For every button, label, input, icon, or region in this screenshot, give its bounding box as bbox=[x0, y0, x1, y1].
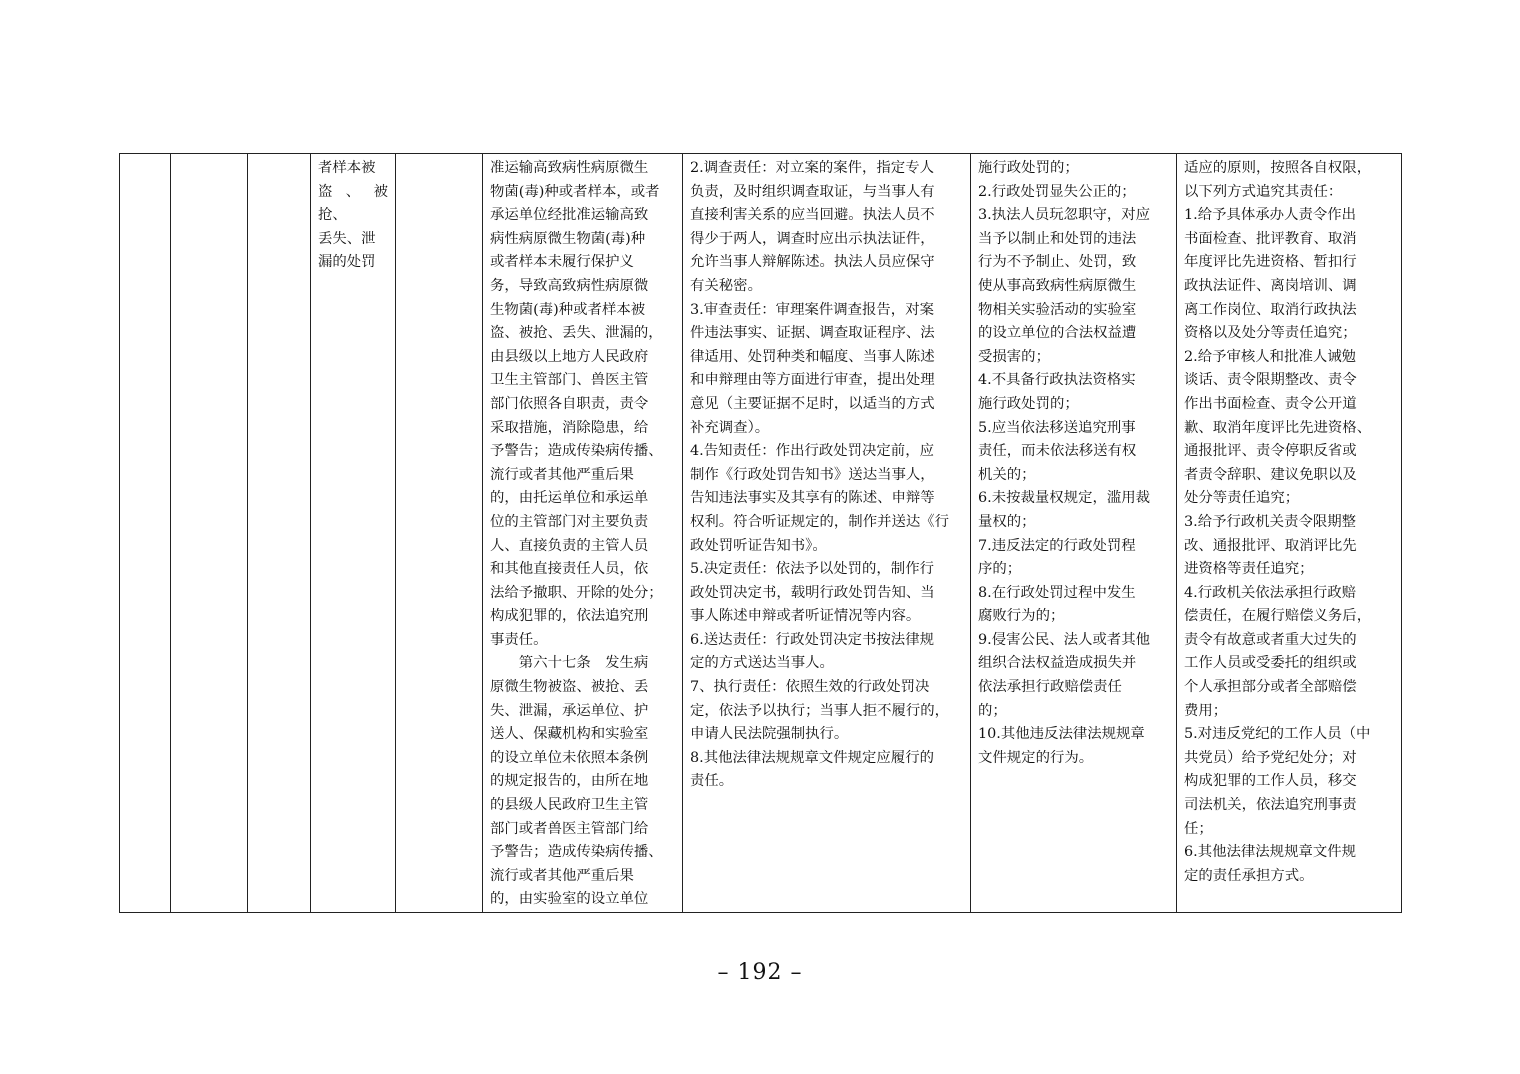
text-line: 予警告；造成传染病传播、 bbox=[490, 844, 663, 861]
text-line: 4.告知责任：作出行政处罚决定前，应 bbox=[690, 443, 934, 460]
text-line: 8.在行政处罚过程中发生 bbox=[978, 584, 1136, 601]
text-line: 病性病原微生物菌(毒)种 bbox=[490, 230, 646, 247]
table-row bbox=[120, 154, 1402, 913]
text-line: 和申辩理由等方面进行审查，提出处理 bbox=[690, 372, 935, 389]
cell-col1 bbox=[120, 154, 171, 913]
text-line: 当予以制止和处罚的违法 bbox=[978, 230, 1137, 247]
text-line: 政处罚决定书，载明行政处罚告知、当 bbox=[690, 584, 935, 601]
legal-basis-article bbox=[490, 652, 675, 676]
text-line: 政执法证件、离岗培训、调 bbox=[1184, 277, 1357, 294]
legal-basis-text bbox=[490, 157, 675, 652]
text-line: 组织合法权益造成损失并 bbox=[978, 655, 1137, 672]
text-line: 的县级人民政府卫生主管 bbox=[490, 797, 649, 814]
text-line: 适应的原则，按照各自权限， bbox=[1184, 160, 1372, 176]
text-line: 直接利害关系的应当回避。执法人员不 bbox=[690, 207, 935, 224]
text-line: 定的方式送达当事人。 bbox=[690, 655, 834, 672]
text-line: 予警告；造成传染病传播、 bbox=[490, 443, 663, 460]
text-line: 3.执法人员玩忽职守，对应 bbox=[978, 207, 1151, 224]
accountability-methods-text bbox=[1184, 157, 1394, 888]
text-line: 歉、取消年度评比先进资格、 bbox=[1184, 419, 1372, 436]
text-line: 漏的处罚 bbox=[318, 254, 376, 271]
text-line: 准运输高致病性病原微生 bbox=[490, 160, 649, 176]
text-line: 机关的； bbox=[978, 466, 1036, 483]
text-line: 序的； bbox=[978, 561, 1022, 578]
text-line: 事责任。 bbox=[490, 631, 548, 648]
text-line: 制作《行政处罚告知书》送达当事人， bbox=[690, 466, 935, 483]
text-line: 补充调查）。 bbox=[690, 419, 770, 436]
text-line: 施行政处罚的； bbox=[978, 395, 1079, 412]
text-line: 离工作岗位、取消行政执法 bbox=[1184, 301, 1357, 318]
text-line: 律适用、处罚种类和幅度、当事人陈述 bbox=[690, 348, 935, 365]
text-line: 年度评比先进资格、暂扣行 bbox=[1184, 254, 1357, 271]
text-line: 和其他直接责任人员，依 bbox=[490, 561, 649, 578]
text-line: 10.其他违反法律法规规章 bbox=[978, 726, 1145, 743]
text-line: 6.送达责任：行政处罚决定书按法律规 bbox=[690, 631, 934, 648]
cell-legal-basis bbox=[483, 154, 683, 913]
cell-col2 bbox=[171, 154, 248, 913]
cell-col3 bbox=[248, 154, 311, 913]
text-line: 物相关实验活动的实验室 bbox=[978, 301, 1137, 318]
text-line: 以下列方式追究其责任： bbox=[1184, 183, 1343, 200]
cell-accountability-methods bbox=[1177, 154, 1402, 913]
text-line: 卫生主管部门、兽医主管 bbox=[490, 372, 649, 389]
text-line: 的设立单位未依照本条例 bbox=[490, 749, 649, 766]
accountability-cases-text bbox=[978, 157, 1169, 770]
text-line: 承运单位经批准运输高致 bbox=[490, 207, 649, 224]
text-line: 流行或者其他严重后果 bbox=[490, 466, 634, 483]
text-line: 费用； bbox=[1184, 702, 1228, 719]
text-line: 谈话、责令限期整改、责令 bbox=[1184, 372, 1357, 389]
text-line: 者样本被 bbox=[318, 160, 376, 176]
text-line: 腐败行为的； bbox=[978, 608, 1065, 625]
text-line: 通报批评、责令停职反省或 bbox=[1184, 443, 1357, 460]
text-line: 处分等责任追究； bbox=[1184, 490, 1300, 507]
text-line: 的，由实验室的设立单位 bbox=[490, 891, 649, 908]
text-line: 责任，而未依法移送有权 bbox=[978, 443, 1137, 460]
text-line: 者责令辞职、建议免职以及 bbox=[1184, 466, 1357, 483]
text-line: 6.未按裁量权规定，滥用裁 bbox=[978, 490, 1151, 507]
text-line: 的设立单位的合法权益遭 bbox=[978, 325, 1137, 342]
text-line: 的，由托运单位和承运单 bbox=[490, 490, 649, 507]
text-line: 7.违反法定的行政处罚程 bbox=[978, 537, 1136, 554]
text-line: 构成犯罪的，依法追究刑 bbox=[490, 608, 649, 625]
text-line: 责任。 bbox=[690, 773, 734, 790]
text-line: 2.调查责任：对立案的案件，指定专人 bbox=[690, 160, 934, 176]
text-line: 改、通报批评、取消评比先 bbox=[1184, 537, 1357, 554]
text-line: 2.给予审核人和批准人诫勉 bbox=[1184, 348, 1357, 365]
text-line: 5.对违反党纪的工作人员（中 bbox=[1184, 726, 1371, 743]
text-line: 作出书面检查、责令公开道 bbox=[1184, 395, 1357, 412]
text-line: 3.审查责任：审理案件调查报告，对案 bbox=[690, 301, 934, 318]
text-line: 定，依法予以执行；当事人拒不履行的， bbox=[690, 702, 950, 719]
cell-col5 bbox=[396, 154, 483, 913]
text-line: 权利。符合听证规定的，制作并送达《行 bbox=[690, 513, 950, 530]
text-line: 由县级以上地方人民政府 bbox=[490, 348, 649, 365]
text-line: 盗、被抢、 bbox=[318, 183, 388, 224]
text-line: 书面检查、批评教育、取消 bbox=[1184, 230, 1357, 247]
text-line: 7、执行责任：依照生效的行政处罚决 bbox=[690, 679, 930, 696]
text-line: 或者样本未履行保护义 bbox=[490, 254, 634, 271]
text-line: 告知违法事实及其享有的陈述、申辩等 bbox=[690, 490, 935, 507]
text-line: 个人承担部分或者全部赔偿 bbox=[1184, 679, 1357, 696]
text-line: 5.应当依法移送追究刑事 bbox=[978, 419, 1136, 436]
text-line: 进资格等责任追究； bbox=[1184, 561, 1314, 578]
text-line: 6.其他法律法规规章文件规 bbox=[1184, 844, 1357, 861]
text-line: 偿责任，在履行赔偿义务后， bbox=[1184, 608, 1372, 625]
text-line: 受损害的； bbox=[978, 348, 1050, 365]
text-line: 送人、保藏机构和实验室 bbox=[490, 726, 649, 743]
text-line: 2.行政处罚显失公正的； bbox=[978, 183, 1136, 200]
text-line: 的； bbox=[978, 702, 1007, 719]
text-line: 量权的； bbox=[978, 513, 1036, 530]
text-line: 采取措施，消除隐患，给 bbox=[490, 419, 649, 436]
text-line: 得少于两人，调查时应出示执法证件， bbox=[690, 230, 935, 247]
legal-basis-text-continued bbox=[490, 676, 675, 912]
text-line: 工作人员或受委托的组织或 bbox=[1184, 655, 1357, 672]
text-line: 有关秘密。 bbox=[690, 277, 762, 294]
text-line: 行为不予制止、处罚，致 bbox=[978, 254, 1137, 271]
text-line: 允许当事人辩解陈述。执法人员应保守 bbox=[690, 254, 935, 271]
text-line: 人、直接负责的主管人员 bbox=[490, 537, 649, 554]
text-line: 任； bbox=[1184, 820, 1213, 837]
text-line: 负责，及时组织调查取证，与当事人有 bbox=[690, 183, 935, 200]
text-line: 责令有故意或者重大过失的 bbox=[1184, 631, 1357, 648]
text-line: 8.其他法律法规规章文件规定应履行的 bbox=[690, 749, 934, 766]
text-line: 法给予撤职、开除的处分； bbox=[490, 584, 663, 601]
text-line: 定的责任承担方式。 bbox=[1184, 867, 1314, 884]
text-line: 3.给予行政机关责令限期整 bbox=[1184, 513, 1357, 530]
text-line: 4.不具备行政执法资格实 bbox=[978, 372, 1136, 389]
text-line: 盗、被抢、丢失、泄漏的， bbox=[490, 325, 663, 342]
text-line: 物菌(毒)种或者样本，或者 bbox=[490, 183, 660, 200]
text-line: 流行或者其他严重后果 bbox=[490, 867, 634, 884]
text-line: 政处罚听证告知书》。 bbox=[690, 537, 827, 554]
text-line: 务，导致高致病性病原微 bbox=[490, 277, 649, 294]
cell-responsibilities bbox=[683, 154, 971, 913]
text-line: 文件规定的行为。 bbox=[978, 749, 1094, 766]
text-line: 构成犯罪的工作人员，移交 bbox=[1184, 773, 1357, 790]
text-line: 意见（主要证据不足时，以适当的方式 bbox=[690, 395, 935, 412]
responsibility-table bbox=[119, 153, 1402, 913]
text-line: 司法机关，依法追究刑事责 bbox=[1184, 797, 1357, 814]
text-line: 部门或者兽医主管部门给 bbox=[490, 820, 649, 837]
text-line: 资格以及处分等责任追究； bbox=[1184, 325, 1357, 342]
article-heading: 第六十七条 发生病 bbox=[518, 655, 649, 672]
text-line: 1.给予具体承办人责令作出 bbox=[1184, 207, 1357, 224]
text-line: 丢失、泄 bbox=[318, 230, 376, 247]
text-line: 依法承担行政赔偿责任 bbox=[978, 679, 1122, 696]
text-line: 共党员）给予党纪处分；对 bbox=[1184, 749, 1357, 766]
item-name-text bbox=[318, 157, 388, 275]
text-line: 施行政处罚的； bbox=[978, 160, 1079, 176]
text-line: 5.决定责任：依法予以处罚的，制作行 bbox=[690, 561, 934, 578]
text-line: 使从事高致病性病原微生 bbox=[978, 277, 1137, 294]
page-number: – 192 – bbox=[717, 960, 803, 985]
text-line: 位的主管部门对主要负责 bbox=[490, 513, 649, 530]
text-line: 失、泄漏，承运单位、护 bbox=[490, 702, 649, 719]
cell-accountability-cases bbox=[971, 154, 1177, 913]
text-line: 4.行政机关依法承担行政赔 bbox=[1184, 584, 1357, 601]
cell-item-name bbox=[311, 154, 396, 913]
text-line: 9.侵害公民、法人或者其他 bbox=[978, 631, 1151, 648]
text-line: 事人陈述申辩或者听证情况等内容。 bbox=[690, 608, 921, 625]
text-line: 生物菌(毒)种或者样本被 bbox=[490, 301, 646, 318]
responsibilities-text bbox=[690, 157, 963, 794]
text-line: 件违法事实、证据、调查取证程序、法 bbox=[690, 325, 935, 342]
text-line: 申请人民法院强制执行。 bbox=[690, 726, 849, 743]
text-line: 的规定报告的，由所在地 bbox=[490, 773, 649, 790]
text-line: 原微生物被盗、被抢、丢 bbox=[490, 679, 649, 696]
text-line: 部门依照各自职责，责令 bbox=[490, 395, 649, 412]
